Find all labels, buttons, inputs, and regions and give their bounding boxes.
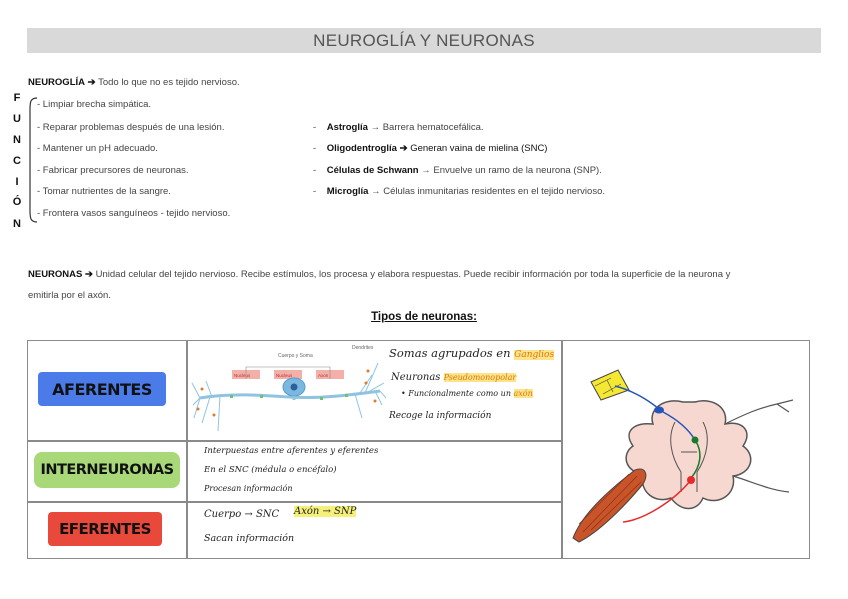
table-divider xyxy=(186,340,188,559)
glia-type-name: Oligodentroglía xyxy=(326,143,397,154)
eferentes-label xyxy=(48,512,162,546)
eferentes-note: Sacan información xyxy=(204,533,295,544)
aferentes-note xyxy=(389,411,491,421)
interneuronas-note: Interpuestas entre aferentes y eferentes xyxy=(204,446,379,456)
aferentes-note xyxy=(391,372,516,383)
arrow-icon: ➔ xyxy=(85,269,93,280)
funcion-letter: Ó xyxy=(12,196,22,208)
note-highlight: Ganglios xyxy=(514,350,555,360)
eferentes-label-text: EFERENTES xyxy=(59,520,151,538)
glia-type-microglia xyxy=(313,186,605,197)
aferentes-note xyxy=(401,389,533,398)
neuronas-definition: Unidad celular del tejido nervioso. Recibe estímulos, los procesa y elabora respuestas. Puede recibir información por toda la superficie de la neurona y xyxy=(95,269,731,280)
diagram-label: Axon xyxy=(318,373,329,378)
interneuronas-note: Procesan información xyxy=(204,484,293,493)
neuronas-heading: NEURONAS xyxy=(28,269,83,280)
glia-type-astroglia xyxy=(313,122,484,133)
pseudounipolar-neuron-diagram xyxy=(190,343,386,438)
glia-type-oligodendroglia xyxy=(313,143,547,154)
arrow-icon: → xyxy=(370,122,381,133)
spinal-cord-section xyxy=(626,401,751,509)
note-text: Somas agrupados en xyxy=(389,346,515,360)
table-divider xyxy=(27,501,562,503)
glia-type-desc: Envuelve un ramo de la neurona (SNP). xyxy=(433,165,602,176)
glia-type-name: Astroglía xyxy=(326,122,368,133)
function-item: - Mantener un pH adecuado. xyxy=(37,143,158,154)
arrow-icon: → xyxy=(371,186,381,197)
brace-icon xyxy=(26,96,38,224)
bullet-dash: - xyxy=(313,143,317,154)
note-highlight: Pseudomonopolar xyxy=(443,373,517,382)
diagram-label: Cuerpo y Soma xyxy=(278,353,313,359)
interneuronas-note: En el SNC (médula o encéfalo) xyxy=(204,465,337,475)
eferentes-note: Axón → SNP xyxy=(294,506,357,517)
funcion-letter: N xyxy=(13,134,21,146)
spinal-cord-reflex-illustration xyxy=(563,342,809,557)
funcion-letter: I xyxy=(15,176,19,188)
function-item: - Frontera vasos sanguíneos - tejido nervioso. xyxy=(37,208,231,219)
glia-type-name: Células de Schwann xyxy=(326,165,419,176)
glia-type-desc: Generan vaina de mielina (SNC) xyxy=(410,143,548,154)
bullet-dash: - xyxy=(313,165,317,176)
funcion-letter: F xyxy=(13,92,21,104)
funcion-letter: U xyxy=(13,113,21,125)
arrow-icon: ➔ xyxy=(399,143,408,154)
neuronas-paragraph xyxy=(28,264,822,306)
arrow-icon: → xyxy=(421,165,431,176)
funcion-letter: C xyxy=(13,155,21,167)
funcion-letter: N xyxy=(13,218,21,230)
function-item: - Reparar problemas después de una lesión. xyxy=(37,122,225,133)
function-item: - Fabricar precursores de neuronas. xyxy=(37,165,189,176)
neuroglia-heading: NEUROGLÍA xyxy=(28,77,85,88)
bullet-dash: - xyxy=(313,186,317,197)
diagram-label: Nucleus xyxy=(276,373,293,378)
bullet-dash: - xyxy=(313,122,317,133)
aferentes-label xyxy=(38,372,166,406)
note-text: Recoge la información xyxy=(389,411,492,421)
aferentes-note xyxy=(389,346,554,360)
function-item: - Tomar nutrientes de la sangre. xyxy=(37,186,171,197)
neuroglia-definition-line xyxy=(28,77,240,88)
ganglion-icon xyxy=(654,407,664,414)
interneuronas-label xyxy=(34,452,180,488)
diagram-label: Dendrites xyxy=(352,345,374,351)
note-highlight: axón xyxy=(513,389,533,398)
tipos-title: Tipos de neuronas: xyxy=(371,311,477,323)
glia-type-name: Microglía xyxy=(326,186,369,197)
glia-type-schwann xyxy=(313,165,602,176)
neuroglia-definition: Todo lo que no es tejido nervioso. xyxy=(98,77,240,88)
table-divider xyxy=(27,440,562,442)
aferentes-label-text: AFERENTES xyxy=(52,379,152,399)
eferentes-note: Cuerpo → SNC xyxy=(204,509,280,520)
arrow-icon: ➔ xyxy=(87,77,96,88)
glia-type-desc: Barrera hematocefálica. xyxy=(382,122,484,133)
page-title: NEUROGLÍA Y NEURONAS xyxy=(27,28,821,53)
interneuronas-label-text: INTERNEURONAS xyxy=(40,462,174,478)
nerve-root-icon xyxy=(725,400,793,424)
note-text: • Funcionalmente como un xyxy=(401,389,514,398)
function-item: - Limpiar brecha simpática. xyxy=(37,99,152,110)
nerve-root-icon xyxy=(733,476,789,492)
glia-type-desc: Células inmunitarias residentes en el tejido nervioso. xyxy=(383,186,606,197)
note-text: Neuronas xyxy=(391,372,444,383)
diagram-label: Nucleus xyxy=(234,373,251,378)
neuronas-definition-cont: emitirla por el axón. xyxy=(28,290,111,301)
